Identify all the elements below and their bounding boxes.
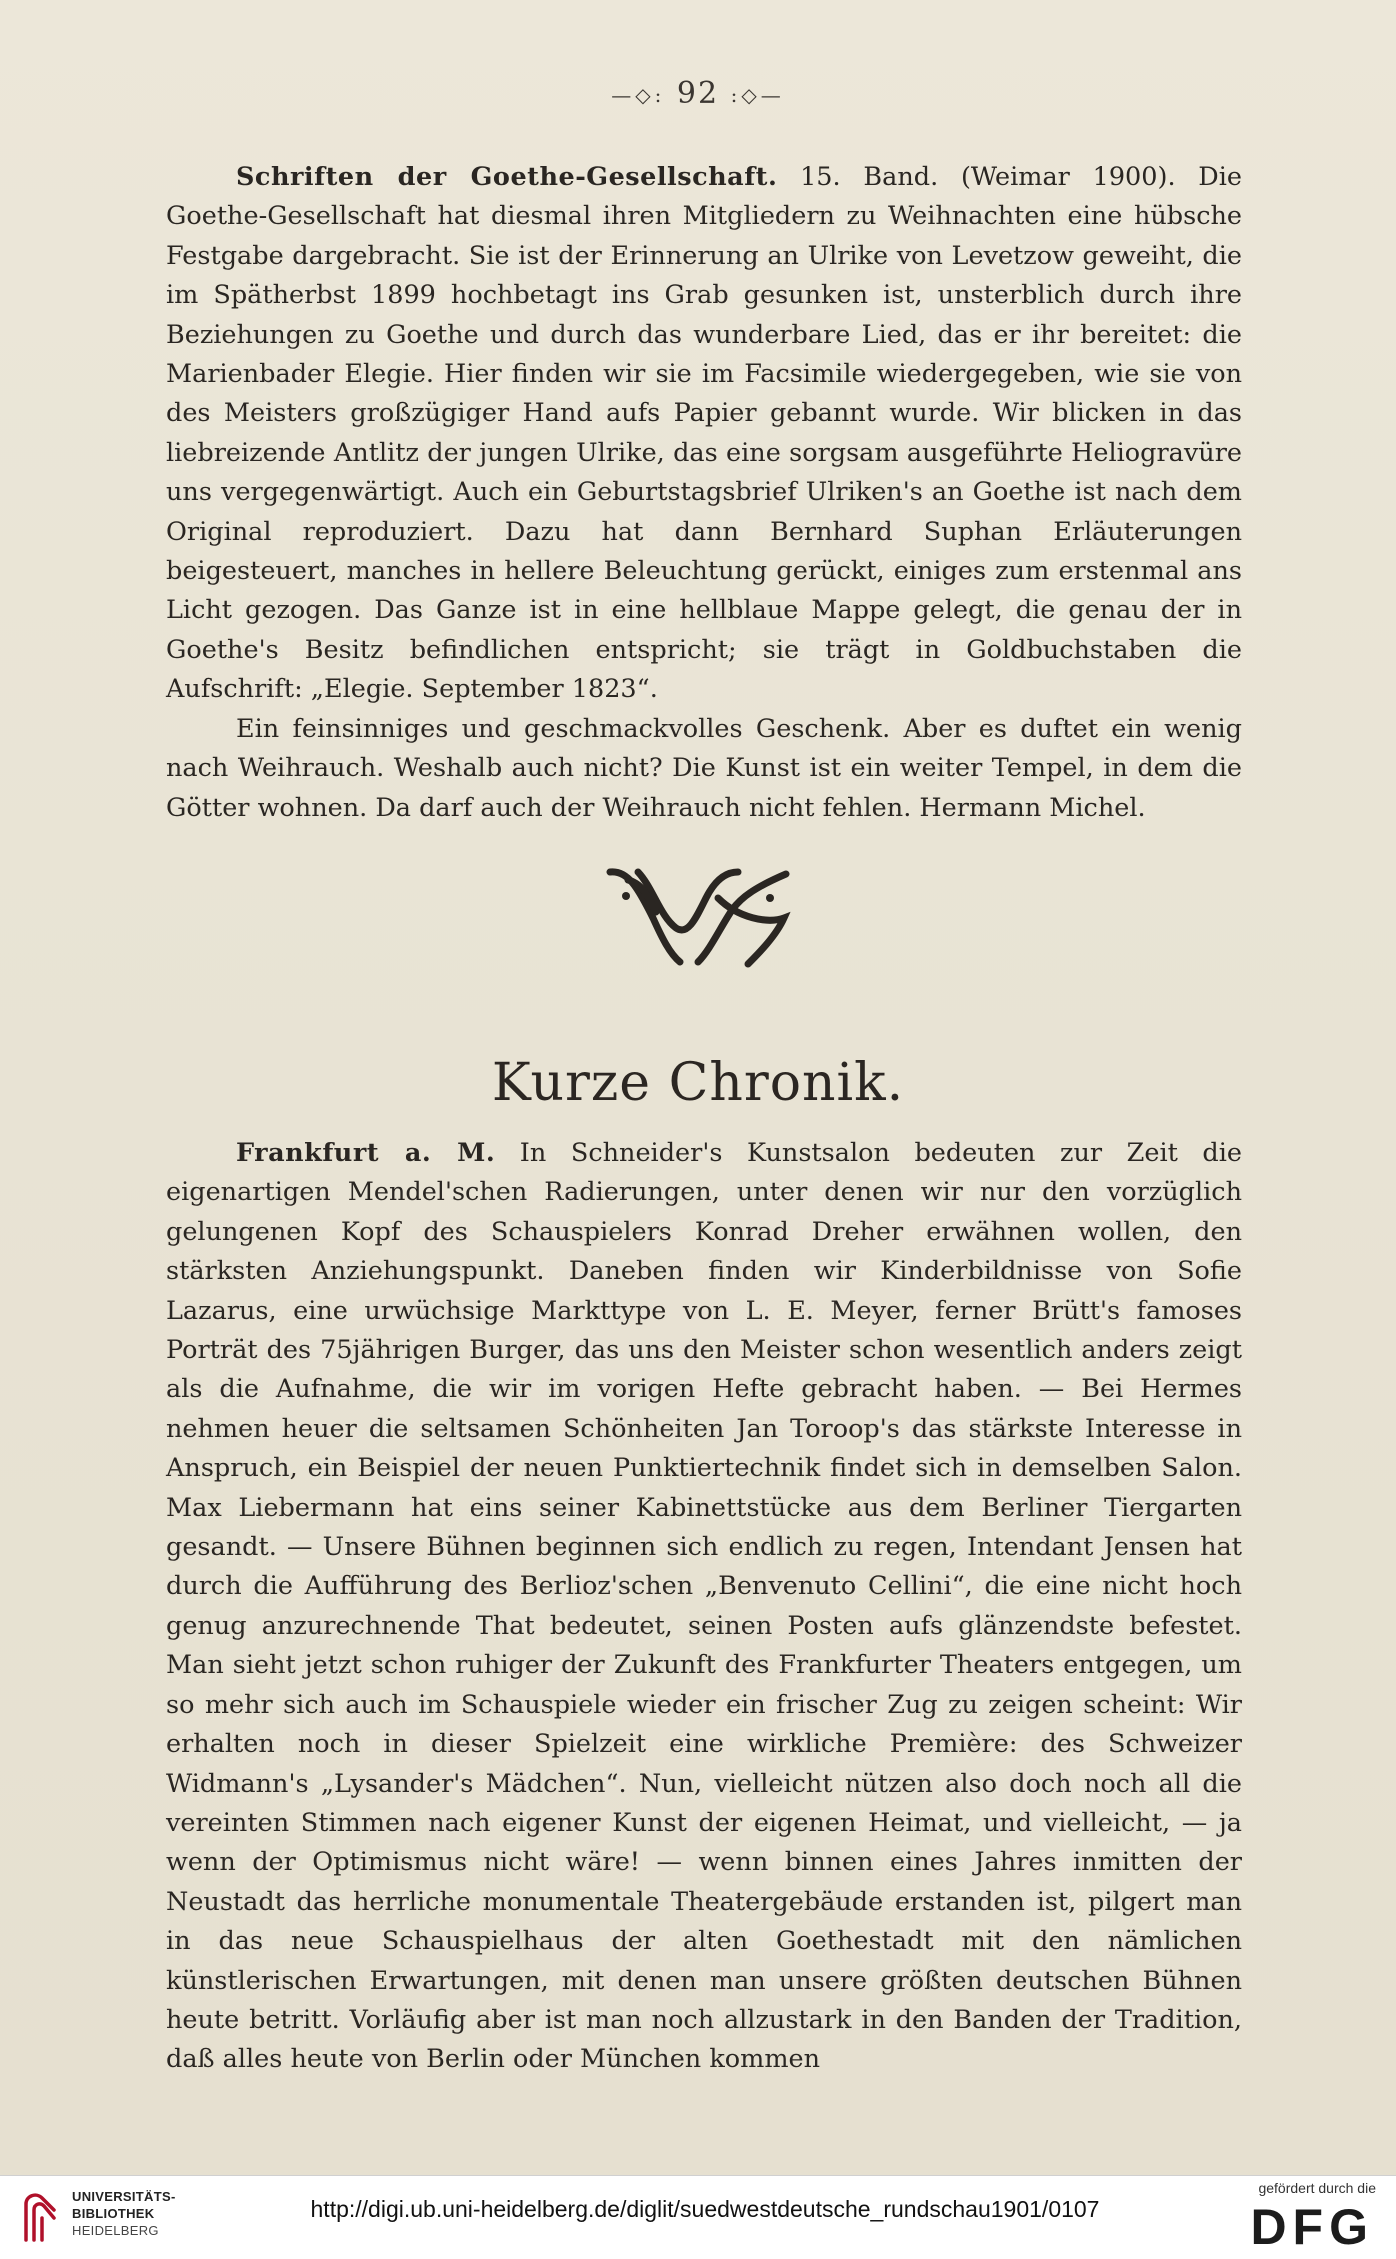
library-name-line3: HEIDELBERG [72,2223,159,2238]
library-name-line2: BIBLIOTHEK [72,2206,155,2221]
review-closing-text: Ein feinsinniges und geschmackvolles Geschenk. Aber es duftet ein wenig nach Weihrauch. Weshalb auch nicht? Die Kunst ist ein weiter Tempel, in dem die Götter wohnen. Da darf auch der Weihrauch nicht fehlen. [166,713,1242,823]
page-number: 92 [676,76,720,111]
chronik-paragraph [166,1134,1242,2080]
university-library-logo-icon [18,2188,62,2246]
section-title: Kurze Chronik. [491,1053,905,1113]
review-heading: Schriften der Goethe-Gesellschaft. [236,162,778,192]
funding-note: gefördert durch die [1258,2180,1376,2196]
digitization-footer [0,2175,1396,2259]
review-paragraph-1 [166,158,1242,710]
dfg-logo: DFG [1250,2199,1374,2255]
review-signature: Hermann Michel. [919,792,1146,823]
review-lead-text: 15. Band. (Weimar 1900). Die Goethe-Gesellschaft hat diesmal ihren Mitgliedern zu Weihnachten eine hübsche Festgabe dargebracht. Sie ist der Erinnerung an Ulrike von Levetzow geweiht, die im Spätherbst 1899 hochbetagt ins Grab gesunken ist, unsterblich durch ihre Beziehungen zu Goethe und durch das wunderbare Lied, das er ihr bereitet: die Marienbader Elegie. Hier finden wir sie im Facsimile wiedergegeben, wie sie von des Meisters großzügiger Hand aufs Papier gebannt wurde. Wir blicken in das liebreizende Antlitz der jungen Ulrike, das eine sorgsam ausgeführte Heliogravüre uns vergegenwärtigt. Auch ein Geburtstagsbrief Ulriken's an Goethe ist nach dem Original reproduziert. Dazu hat dann Bernhard Suphan Erläuterungen beigesteuert, manches in hellere Beleuchtung gerückt, einiges zum erstenmal ans Licht gezogen. Das Ganze ist in eine hellblaue Mappe gelegt, die genau der in Goethe's Besitz befindlichen entspricht; sie trägt in Goldbuchstaben die Aufschrift: „Elegie. September 1823“. [166,162,1242,705]
source-url-link[interactable]: http://digi.ub.uni-heidelberg.de/diglit/suedwestdeutsche_rundschau1901/0107 [310,2196,1100,2222]
page-number-ornament-left: —◇: [611,83,666,107]
page-number-ornament-right: :◇— [730,83,785,107]
library-name [72,2188,176,2239]
chronik-heading: Frankfurt a. M. [236,1138,496,1168]
review-paragraph-2 [166,710,1242,828]
chronik-section [166,1134,1242,2080]
ornament-vignette-icon [598,858,798,978]
review-section [166,158,1242,828]
library-name-line1: UNIVERSITÄTS- [72,2189,176,2204]
page-number-line [0,76,1396,111]
chronik-text: In Schneider's Kunstsalon bedeuten zur Zeit die eigenartigen Mendel'schen Radierungen, unter denen wir nur den vorzüglich gelungenen Kopf des Schauspielers Konrad Dreher erwähnen wollen, den stärksten Anziehungspunkt. Daneben finden wir Kinderbildnisse von Sofie Lazarus, eine urwüchsige Markttype von L. E. Meyer, ferner Brütt's famoses Porträt des 75jährigen Burger, das uns den Meister schon wesentlich anders zeigt als die Aufnahme, die wir im vorigen Hefte gebracht haben. — Bei Hermes nehmen heuer die seltsamen Schönheiten Jan Toroop's das stärkste Interesse in Anspruch, ein Beispiel der neuen Punktiertechnik findet sich in demselben Salon. Max Liebermann hat eins seiner Kabinettstücke aus dem Berliner Tiergarten gesandt. — Unsere Bühnen beginnen sich endlich zu regen, Intendant Jensen hat durch die Aufführung des Berlioz'schen „Benvenuto Cellini“, die eine nicht hoch genug anzurechnende That bedeutet, seinen Posten aufs glänzendste befestet. Man sieht jetzt schon ruhiger der Zukunft des Frankfurter Theaters entgegen, um so mehr sich auch im Schauspiele wieder ein frischer Zug zu zeigen scheint: Wir erhalten noch in dieser Spielzeit eine wirkliche Première: des Schweizer Widmann's „Lysander's Mädchen“. Nun, vielleicht nützen also doch noch all die vereinten Stimmen nach eigener Kunst der eigenen Heimat, und vielleicht, — ja wenn der Optimismus nicht wäre! — wenn binnen eines Jahres inmitten der Neustadt das herrliche monumentale Theatergebäude erstanden ist, pilgert man in das neue Schauspielhaus der alten Goethestadt mit den nämlichen künstlerischen Erwartungen, mit denen man unsere größten deutschen Bühnen heute betritt. Vorläufig aber ist man noch allzustark in den Banden der Tradition, daß alles heute von Berlin oder München kommen [166,1138,1242,2075]
